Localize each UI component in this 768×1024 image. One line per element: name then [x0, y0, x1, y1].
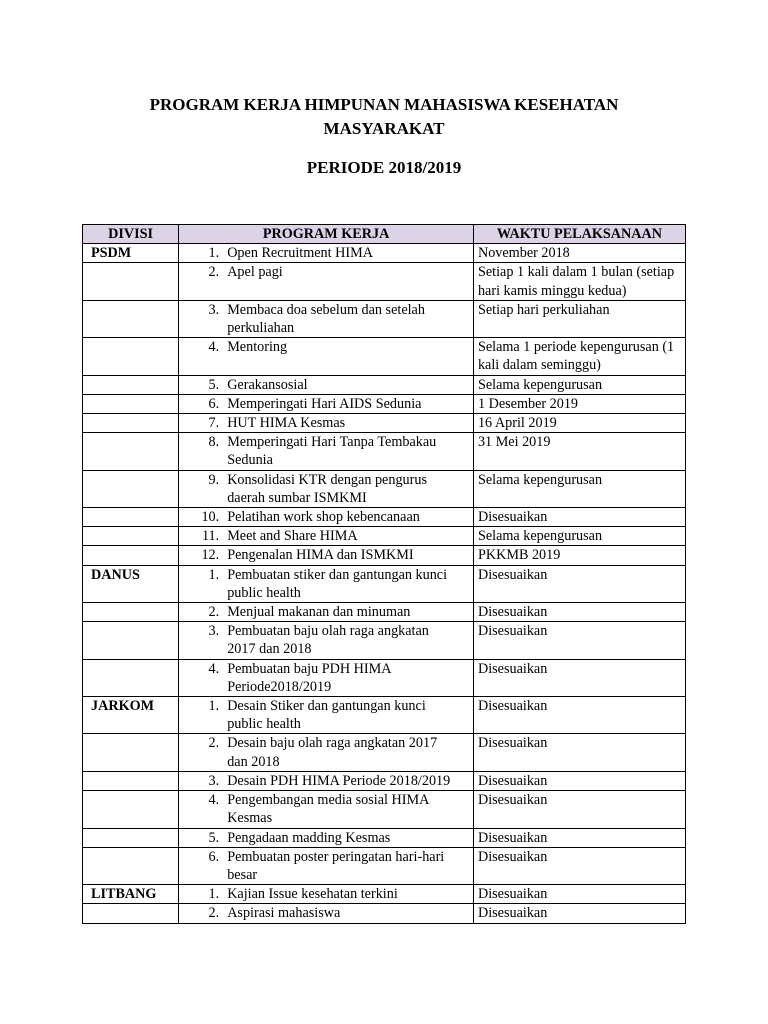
- program-number: 1.: [208, 698, 220, 715]
- document-period: PERIODE 2018/2019: [306, 158, 462, 177]
- program-number: 3.: [208, 772, 220, 789]
- table-row: [83, 828, 686, 847]
- program-text: Desain PDH HIMA Periode 2018/2019: [227, 772, 451, 789]
- program-number: 2.: [208, 604, 220, 621]
- cell-program: [179, 847, 474, 884]
- program-text: Pembuatan stiker dan gantungan kunci public health: [227, 566, 448, 601]
- cell-program: [179, 414, 474, 433]
- cell-divisi: PSDM: [83, 244, 179, 263]
- cell-program: [179, 433, 474, 470]
- cell-divisi: [83, 394, 179, 413]
- cell-waktu: Disesuaikan: [473, 847, 685, 884]
- table-row: [83, 885, 686, 904]
- cell-waktu: Disesuaikan: [473, 659, 685, 696]
- cell-program: [179, 527, 474, 546]
- program-number: 5.: [208, 376, 220, 393]
- header-waktu: WAKTU PELAKSANAAN: [473, 225, 685, 244]
- program-table: [82, 224, 686, 924]
- program-text: Memperingati Hari AIDS Sedunia: [227, 395, 422, 412]
- cell-program: [179, 734, 474, 771]
- program-number: 2.: [208, 735, 220, 752]
- program-text: Konsolidasi KTR dengan pengurus daerah sumbar ISMKMI: [227, 471, 427, 506]
- program-text: Memperingati Hari Tanpa Tembakau Sedunia: [227, 434, 437, 469]
- cell-divisi: [83, 904, 179, 923]
- table-row: [83, 244, 686, 263]
- table-row: [83, 791, 686, 828]
- program-number: 12.: [201, 547, 220, 564]
- cell-program: [179, 771, 474, 790]
- cell-waktu: 1 Desember 2019: [473, 394, 685, 413]
- cell-waktu: Disesuaikan: [473, 885, 685, 904]
- program-text: Menjual makanan dan minuman: [227, 604, 411, 621]
- cell-program: [179, 300, 474, 337]
- program-text: Mentoring: [227, 339, 288, 356]
- program-text: Pembuatan poster peringatan hari-hari besar: [227, 848, 445, 883]
- program-number: 4.: [208, 660, 220, 677]
- document-title-line1: PROGRAM KERJA HIMPUNAN MAHASISWA KESEHATAN: [149, 95, 619, 114]
- cell-program: [179, 508, 474, 527]
- program-text: Kajian Issue kesehatan terkini: [227, 886, 398, 903]
- cell-divisi: [83, 338, 179, 375]
- cell-program: [179, 470, 474, 507]
- program-text: HUT HIMA Kesmas: [227, 415, 346, 432]
- document-title-line2: MASYARAKAT: [323, 119, 445, 138]
- table-row: [83, 734, 686, 771]
- program-text: Membaca doa sebelum dan setelah perkuliahan: [227, 301, 425, 337]
- cell-program: [179, 904, 474, 923]
- program-number: 2.: [208, 264, 220, 281]
- table-row: [83, 659, 686, 696]
- cell-divisi: [83, 771, 179, 790]
- cell-divisi: [83, 847, 179, 884]
- program-number: 8.: [208, 434, 220, 451]
- table-row: [83, 565, 686, 602]
- program-text: Aspirasi mahasiswa: [227, 905, 341, 922]
- program-number: 11.: [201, 528, 220, 545]
- cell-waktu: Disesuaikan: [473, 771, 685, 790]
- cell-divisi: [83, 622, 179, 659]
- program-text: Open Recruitment HIMA: [227, 245, 373, 262]
- program-number: 3.: [208, 623, 220, 640]
- cell-program: [179, 885, 474, 904]
- cell-divisi: [83, 263, 179, 300]
- cell-waktu: Disesuaikan: [473, 828, 685, 847]
- program-number: 9.: [208, 471, 220, 488]
- table-body: [83, 244, 686, 923]
- program-number: 1.: [208, 886, 220, 903]
- cell-waktu: November 2018: [473, 244, 685, 263]
- cell-divisi: JARKOM: [83, 697, 179, 734]
- program-text: Apel pagi: [227, 264, 283, 281]
- cell-waktu: Selama 1 periode kepengurusan (1 kali dalam seminggu): [473, 338, 685, 375]
- table-row: [83, 263, 686, 300]
- cell-divisi: [83, 470, 179, 507]
- program-number: 6.: [208, 395, 220, 412]
- program-number: 5.: [208, 829, 220, 846]
- cell-program: [179, 394, 474, 413]
- table-row: [83, 433, 686, 470]
- header-program: PROGRAM KERJA: [179, 225, 474, 244]
- table-row: [83, 546, 686, 565]
- cell-waktu: Disesuaikan: [473, 508, 685, 527]
- program-text: Pembuatan baju olah raga angkatan 2017 dan 2018: [227, 623, 429, 658]
- program-number: 2.: [208, 905, 220, 922]
- cell-program: [179, 375, 474, 394]
- table-row: [83, 414, 686, 433]
- cell-divisi: LITBANG: [83, 885, 179, 904]
- cell-divisi: [83, 508, 179, 527]
- cell-program: [179, 697, 474, 734]
- cell-program: [179, 565, 474, 602]
- table-row: [83, 470, 686, 507]
- cell-waktu: Disesuaikan: [473, 565, 685, 602]
- table-row: [83, 375, 686, 394]
- program-number: 10.: [201, 509, 220, 526]
- program-text: Pengembangan media sosial HIMA Kesmas: [227, 792, 429, 827]
- table-row: [83, 300, 686, 337]
- cell-divisi: [83, 659, 179, 696]
- cell-waktu: Setiap 1 kali dalam 1 bulan (setiap hari kamis minggu kedua): [473, 263, 685, 300]
- cell-waktu: Selama kepengurusan: [473, 470, 685, 507]
- program-number: 4.: [208, 792, 220, 809]
- table-row: [83, 338, 686, 375]
- cell-program: [179, 603, 474, 622]
- table-row: [83, 527, 686, 546]
- cell-program: [179, 828, 474, 847]
- table-row: [83, 771, 686, 790]
- program-text: Gerakansosial: [227, 376, 308, 393]
- table-row: [83, 904, 686, 923]
- cell-waktu: Selama kepengurusan: [473, 527, 685, 546]
- cell-divisi: [83, 433, 179, 470]
- cell-program: [179, 791, 474, 828]
- cell-waktu: Disesuaikan: [473, 603, 685, 622]
- cell-divisi: [83, 546, 179, 565]
- cell-divisi: [83, 603, 179, 622]
- table-header-row: [83, 225, 686, 244]
- cell-divisi: [83, 300, 179, 337]
- cell-waktu: Disesuaikan: [473, 904, 685, 923]
- cell-program: [179, 659, 474, 696]
- cell-waktu: Disesuaikan: [473, 622, 685, 659]
- program-number: 1.: [208, 245, 220, 262]
- cell-program: [179, 263, 474, 300]
- cell-waktu: 31 Mei 2019: [473, 433, 685, 470]
- cell-program: [179, 338, 474, 375]
- cell-waktu: PKKMB 2019: [473, 546, 685, 565]
- table-row: [83, 603, 686, 622]
- cell-program: [179, 546, 474, 565]
- header-divisi: DIVISI: [83, 225, 179, 244]
- program-text: Desain Stiker dan gantungan kunci public health: [227, 698, 426, 733]
- program-number: 1.: [208, 566, 220, 583]
- cell-program: [179, 244, 474, 263]
- program-text: Pengadaan madding Kesmas: [227, 829, 391, 846]
- table-row: [83, 847, 686, 884]
- cell-waktu: 16 April 2019: [473, 414, 685, 433]
- program-number: 3.: [208, 301, 220, 318]
- cell-divisi: [83, 828, 179, 847]
- cell-divisi: [83, 414, 179, 433]
- cell-waktu: Selama kepengurusan: [473, 375, 685, 394]
- program-text: Pembuatan baju PDH HIMA Periode2018/2019: [227, 660, 391, 695]
- table-row: [83, 508, 686, 527]
- cell-divisi: [83, 791, 179, 828]
- cell-waktu: Disesuaikan: [473, 791, 685, 828]
- program-text: Desain baju olah raga angkatan 2017 dan 2018: [227, 735, 438, 770]
- program-number: 4.: [208, 339, 220, 356]
- table-row: [83, 622, 686, 659]
- program-text: Meet and Share HIMA: [227, 528, 358, 545]
- cell-program: [179, 622, 474, 659]
- program-text: Pelatihan work shop kebencanaan: [227, 509, 420, 526]
- cell-divisi: DANUS: [83, 565, 179, 602]
- cell-divisi: [83, 527, 179, 546]
- cell-divisi: [83, 375, 179, 394]
- cell-waktu: Disesuaikan: [473, 734, 685, 771]
- program-number: 6.: [208, 848, 220, 865]
- table-row: [83, 394, 686, 413]
- program-text: Pengenalan HIMA dan ISMKMI: [227, 547, 414, 564]
- cell-waktu: Setiap hari perkuliahan: [473, 300, 685, 337]
- table-row: [83, 697, 686, 734]
- cell-divisi: [83, 734, 179, 771]
- cell-waktu: Disesuaikan: [473, 697, 685, 734]
- program-number: 7.: [208, 415, 220, 432]
